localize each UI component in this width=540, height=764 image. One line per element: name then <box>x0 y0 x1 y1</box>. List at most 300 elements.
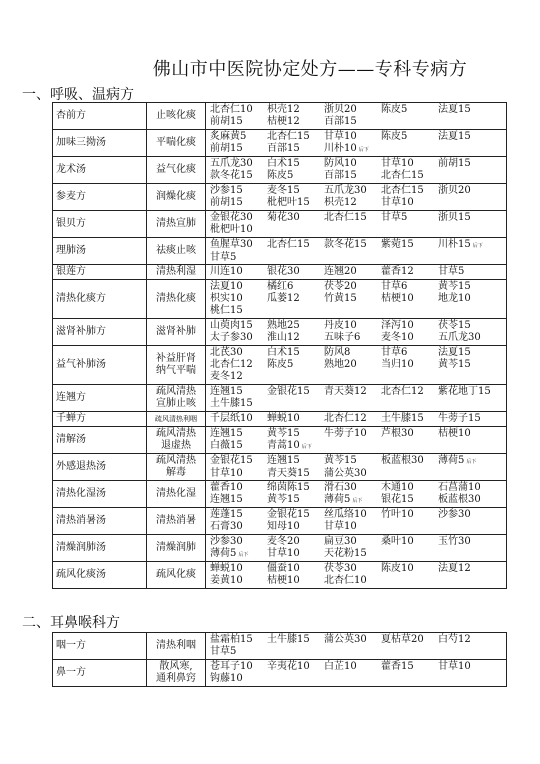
ingredient: 桔梗10 <box>267 575 300 586</box>
ingredient-line <box>206 386 506 398</box>
prescription-name: 千蝉方 <box>53 412 147 427</box>
ingredient: 法夏12 <box>438 563 471 574</box>
ingredient: 金银花15 <box>267 386 310 397</box>
prescription-effect: 清热化痰 <box>147 280 206 319</box>
ingredient: 甘草6 <box>381 347 408 358</box>
ingredient-list <box>206 157 507 184</box>
ingredient: 黄芩15 <box>267 427 300 439</box>
prescription-effect: 疏风清热 解毒 <box>147 454 206 481</box>
table-row <box>53 385 507 412</box>
ingredient: 麦冬15 <box>267 185 300 196</box>
ingredient <box>381 468 438 480</box>
ingredient: 太子参30 <box>210 332 253 343</box>
ingredient: 北杏仁15 <box>267 130 310 142</box>
ingredient <box>381 143 438 156</box>
ingredient: 薄荷5 后下 <box>438 455 495 468</box>
ingredient: 枳壳12 <box>267 104 300 115</box>
ingredient: 陈皮5 <box>381 104 408 115</box>
ingredient: 莲蓬15 <box>210 509 243 520</box>
ingredient: 法夏10 <box>210 281 243 292</box>
ingredient: 甘草10 <box>324 130 357 142</box>
ingredient-line <box>206 563 506 575</box>
ingredient: 菊花30 <box>267 212 300 223</box>
section-heading-respiratory: 一、呼吸、温病方 <box>22 87 134 103</box>
prescription-name: 银贝方 <box>53 211 147 238</box>
ingredient <box>324 398 381 410</box>
ingredient: 白薇15 <box>210 439 243 451</box>
ingredient-list <box>206 454 507 481</box>
ingredient: 青天葵15 <box>267 467 310 479</box>
ingredient: 法夏15 <box>438 347 471 358</box>
ingredient: 五爪龙30 <box>210 158 253 169</box>
ingredient: 石膏30 <box>210 521 243 532</box>
ingredient: 前胡15 <box>210 116 243 127</box>
prescription-effect: 清热消暑 <box>147 508 206 535</box>
prescription-name: 鼻一方 <box>53 660 147 687</box>
ingredient: 茯苓15 <box>438 320 471 331</box>
table-row <box>53 562 507 589</box>
ingredient: 北杏仁12 <box>324 413 367 424</box>
ingredient: 当归10 <box>381 359 414 370</box>
ingredient: 蒲公英30 <box>324 634 367 645</box>
ingredient: 蝉蜕10 <box>210 563 243 574</box>
ingredient-list <box>206 562 507 589</box>
ingredient-line <box>206 116 506 128</box>
ingredient-line <box>206 371 506 383</box>
prescription-name: 参麦方 <box>53 184 147 211</box>
ingredient: 桔梗12 <box>267 116 300 127</box>
ingredient: 桔梗10 <box>438 427 471 439</box>
ingredient-line <box>206 305 506 317</box>
ingredient: 浙贝20 <box>324 104 357 115</box>
ingredient <box>438 252 495 264</box>
ingredient <box>324 646 381 658</box>
ingredient-line <box>206 347 506 359</box>
ingredient: 银花30 <box>267 266 300 277</box>
ingredient-line <box>206 494 506 507</box>
ingredient: 五味子6 <box>324 332 361 343</box>
ingredient-line <box>206 575 506 587</box>
ingredient: 桑叶10 <box>381 535 414 547</box>
ingredient-list <box>206 265 507 280</box>
table-row <box>53 103 507 130</box>
ingredient: 滑石30 <box>324 481 357 493</box>
ingredient-line <box>206 197 506 209</box>
ingredient: 天花粉15 <box>324 547 367 559</box>
ingredient-list <box>206 535 507 562</box>
ingredient: 陈皮5 <box>267 170 294 181</box>
ingredient-line <box>206 158 506 170</box>
ingredient: 金银花30 <box>210 212 253 223</box>
ingredient <box>267 398 324 410</box>
prescription-effect: 清热宣肺 <box>147 211 206 238</box>
ingredient: 甘草5 <box>381 212 408 223</box>
ingredient: 陈皮10 <box>381 563 414 574</box>
ingredient <box>381 305 438 317</box>
ingredient: 黄芩15 <box>324 454 357 466</box>
ingredient: 甘草10 <box>381 197 414 208</box>
ingredient-line <box>206 332 506 344</box>
page-title: 佛山市中医院协定处方——专科专病方 <box>152 59 468 80</box>
ingredient <box>267 305 324 317</box>
ingredient-line <box>206 634 506 646</box>
ingredient <box>438 398 495 410</box>
ingredient: 连翘15 <box>210 386 243 397</box>
ingredient-line <box>206 293 506 305</box>
ingredient: 桔梗10 <box>381 293 414 304</box>
ingredient-line <box>206 170 506 182</box>
ingredient: 枇杷叶10 <box>210 224 253 235</box>
prescription-name: 杏前方 <box>53 103 147 130</box>
ingredient: 川朴15 后下 <box>438 239 495 252</box>
ingredient-line <box>206 252 506 264</box>
ingredient-list <box>206 481 507 508</box>
prescription-name: 加味三拗汤 <box>53 130 147 157</box>
prescription-name: 银莲方 <box>53 265 147 280</box>
prescription-name: 理肺汤 <box>53 238 147 265</box>
ingredient: 川朴10 后下 <box>324 143 381 156</box>
ingredient <box>438 116 495 128</box>
ingredient: 北杏仁10 <box>324 575 367 586</box>
prescription-name: 清热消暑汤 <box>53 508 147 535</box>
ingredient: 板蓝根30 <box>381 454 424 466</box>
ingredient <box>438 521 495 533</box>
prescription-name: 清解汤 <box>53 427 147 454</box>
ingredient <box>438 548 495 561</box>
ingredient: 川连10 <box>210 266 243 277</box>
table-row <box>53 265 507 280</box>
ingredient-list <box>206 633 507 660</box>
ingredient-line <box>206 104 506 116</box>
ingredient <box>381 521 438 533</box>
ingredient: 银花15 <box>381 493 414 505</box>
ingredient: 蝉蜕10 <box>267 413 300 424</box>
ingredient: 连翘15 <box>210 427 243 439</box>
prescription-effect: 散风寒, 通利鼻窍 <box>147 660 206 687</box>
ingredient: 丹皮10 <box>324 320 357 331</box>
ingredient <box>267 252 324 264</box>
prescription-table-ent <box>52 632 507 687</box>
prescription-effect: 清燥润肺 <box>147 535 206 562</box>
table-row <box>53 535 507 562</box>
ingredient: 甘草5 <box>210 251 237 263</box>
ingredient <box>381 252 438 264</box>
ingredient-list <box>206 130 507 157</box>
ingredient-list <box>206 211 507 238</box>
ingredient: 瓜蒌12 <box>267 293 300 304</box>
ingredient: 北杏仁12 <box>210 359 253 370</box>
ingredient: 黄芩15 <box>267 493 300 505</box>
ingredient <box>267 673 324 685</box>
ingredient <box>324 305 381 317</box>
ingredient: 沙参15 <box>210 185 243 196</box>
ingredient: 甘草10 <box>267 547 300 559</box>
ingredient: 法夏15 <box>438 130 471 142</box>
ingredient: 浙贝15 <box>438 212 471 223</box>
ingredient: 甘草5 <box>438 266 465 277</box>
ingredient: 熟地25 <box>267 320 300 331</box>
prescription-name: 咽一方 <box>53 633 147 660</box>
ingredient: 麦冬12 <box>210 371 243 382</box>
ingredient: 僵蚕10 <box>267 563 300 574</box>
ingredient-line <box>206 548 506 561</box>
prescription-effect: 止咳化痰 <box>147 103 206 130</box>
prescription-effect: 平喘化痰 <box>147 130 206 157</box>
ingredient-line <box>206 482 506 494</box>
ingredient: 陈皮5 <box>267 359 294 370</box>
table-row <box>53 130 507 157</box>
prescription-effect: 清热化湿 <box>147 481 206 508</box>
ingredient: 北杏仁15 <box>267 238 310 250</box>
ingredient <box>381 440 438 453</box>
ingredient: 芦根30 <box>381 427 414 439</box>
ingredient-list <box>206 412 507 427</box>
ingredient <box>324 673 381 685</box>
ingredient: 泽泻10 <box>381 320 414 331</box>
ingredient <box>438 143 495 156</box>
prescription-name: 外感退热汤 <box>53 454 147 481</box>
ingredient-line <box>206 413 506 425</box>
prescription-table-respiratory <box>52 102 507 589</box>
table-row <box>53 454 507 481</box>
ingredient: 桃仁15 <box>210 305 243 316</box>
ingredient: 法夏15 <box>438 104 471 115</box>
ingredient <box>381 646 438 658</box>
ingredient-line <box>206 468 506 480</box>
ingredient: 藿香12 <box>381 266 414 277</box>
ingredient: 五爪龙30 <box>438 332 481 343</box>
ingredient: 麦冬10 <box>381 332 414 343</box>
table-row <box>53 481 507 508</box>
ingredient-list <box>206 346 507 385</box>
ingredient: 枳实10 <box>210 293 243 304</box>
ingredient: 北芪30 <box>210 347 243 358</box>
ingredient-line <box>206 359 506 371</box>
ingredient <box>438 646 495 658</box>
ingredient: 百部15 <box>324 170 357 181</box>
ingredient <box>438 197 495 209</box>
ingredient: 夏枯草20 <box>381 634 424 645</box>
ingredient: 北杏仁10 <box>210 104 253 115</box>
ingredient-line <box>206 509 506 521</box>
ingredient: 橘红6 <box>267 281 294 292</box>
ingredient: 百部15 <box>267 142 300 154</box>
ingredient: 竹黄15 <box>324 293 357 304</box>
ingredient-line <box>206 239 506 252</box>
ingredient: 藿香15 <box>381 661 414 672</box>
ingredient <box>324 440 381 453</box>
ingredient: 沙参30 <box>210 535 243 547</box>
ingredient <box>438 575 495 587</box>
ingredient: 薄荷5 后下 <box>210 548 267 561</box>
ingredient: 黄芩15 <box>438 359 471 370</box>
section-heading-ent: 二、耳鼻喉科方 <box>22 615 120 631</box>
ingredient-line <box>206 536 506 548</box>
ingredient <box>438 673 495 685</box>
table-row <box>53 427 507 454</box>
table-row <box>53 508 507 535</box>
prescription-effect: 益气化痰 <box>147 157 206 184</box>
ingredient: 枇杷叶15 <box>267 197 310 208</box>
ingredient: 北杏仁12 <box>381 386 424 397</box>
ingredient: 白芷10 <box>324 661 357 672</box>
ingredient <box>267 646 324 658</box>
prescription-effect: 疏风化痰 <box>147 562 206 589</box>
ingredient: 连翘20 <box>324 266 357 277</box>
ingredient: 玉竹30 <box>438 535 471 547</box>
ingredient: 土牛膝15 <box>210 398 253 409</box>
prescription-name: 清热化痰方 <box>53 280 147 319</box>
ingredient <box>267 224 324 236</box>
ingredient-line <box>206 143 506 156</box>
ingredient: 款冬花15 <box>324 238 367 250</box>
ingredient-line <box>206 266 506 278</box>
ingredient: 北杏仁15 <box>381 185 424 196</box>
ingredient-list <box>206 660 507 687</box>
ingredient: 防风10 <box>324 158 357 169</box>
ingredient <box>324 224 381 236</box>
ingredient: 辛夷花10 <box>267 661 310 672</box>
ingredient: 枳壳12 <box>324 197 357 208</box>
ingredient: 苍耳子10 <box>210 661 253 672</box>
ingredient: 陈皮5 <box>381 130 408 142</box>
table-row <box>53 633 507 660</box>
ingredient: 北杏仁15 <box>324 212 367 223</box>
ingredient: 蒲公英30 <box>324 467 367 479</box>
ingredient-line <box>206 521 506 533</box>
ingredient: 紫菀15 <box>381 238 414 250</box>
ingredient-line <box>206 281 506 293</box>
prescription-effect: 疏风清热 宣肺止咳 <box>147 385 206 412</box>
prescription-effect: 疏风清热 退虚热 <box>147 427 206 454</box>
ingredient-list <box>206 280 507 319</box>
ingredient: 紫花地丁15 <box>438 386 491 397</box>
ingredient: 淮山12 <box>267 332 300 343</box>
prescription-name: 连翘方 <box>53 385 147 412</box>
ingredient <box>381 548 438 561</box>
prescription-effect: 疏风清热利咽 <box>147 412 206 427</box>
ingredient: 白术15 <box>267 347 300 358</box>
ingredient-line <box>206 646 506 658</box>
ingredient: 茯苓20 <box>324 281 357 292</box>
ingredient-line <box>206 224 506 236</box>
ingredient: 木通10 <box>381 481 414 493</box>
ingredient: 前胡15 <box>210 142 243 154</box>
ingredient-line <box>206 212 506 224</box>
table-row <box>53 184 507 211</box>
ingredient: 扁豆30 <box>324 535 357 547</box>
ingredient: 甘草5 <box>210 646 237 657</box>
prescription-name: 益气补肺汤 <box>53 346 147 385</box>
ingredient: 牛蒡子15 <box>438 413 481 424</box>
ingredient: 竹叶10 <box>381 509 414 520</box>
ingredient-line <box>206 455 506 468</box>
table-row <box>53 319 507 346</box>
ingredient: 款冬花15 <box>210 170 253 181</box>
ingredient: 青天葵12 <box>324 386 367 397</box>
ingredient <box>438 224 495 236</box>
ingredient-list <box>206 238 507 265</box>
ingredient: 板蓝根30 <box>438 493 481 505</box>
ingredient: 白术15 <box>267 158 300 169</box>
ingredient: 炙麻黄5 <box>210 130 247 142</box>
ingredient: 连翘15 <box>210 493 243 505</box>
ingredient: 牛蒡子10 <box>324 427 367 439</box>
ingredient: 甘草10 <box>438 661 471 672</box>
prescription-effect: 清热利湿 <box>147 265 206 280</box>
prescription-name: 龙术汤 <box>53 157 147 184</box>
ingredient: 白芍12 <box>438 634 471 645</box>
ingredient: 甘草6 <box>381 281 408 292</box>
ingredient: 连翘15 <box>267 454 300 466</box>
ingredient: 鱼腥草30 <box>210 238 253 250</box>
ingredient-line <box>206 428 506 440</box>
ingredient <box>438 371 495 383</box>
ingredient-line <box>206 131 506 143</box>
ingredient: 钩藤10 <box>210 673 243 684</box>
ingredient-list <box>206 427 507 454</box>
ingredient <box>324 371 381 383</box>
ingredient-line <box>206 398 506 410</box>
ingredient <box>438 305 495 317</box>
prescription-name: 清燥润肺汤 <box>53 535 147 562</box>
ingredient-list <box>206 184 507 211</box>
ingredient: 百部15 <box>324 116 357 127</box>
ingredient: 土牛膝15 <box>381 413 424 424</box>
table-row <box>53 157 507 184</box>
prescription-effect: 润燥化痰 <box>147 184 206 211</box>
ingredient: 山萸肉15 <box>210 320 253 331</box>
ingredient <box>381 224 438 236</box>
table-row <box>53 660 507 687</box>
ingredient: 青蒿10 后下 <box>267 440 324 453</box>
prescription-effect: 补益肝肾 纳气平喘 <box>147 346 206 385</box>
ingredient: 金银花15 <box>210 454 253 466</box>
ingredient <box>438 440 495 453</box>
ingredient: 茯苓30 <box>324 563 357 574</box>
ingredient: 金银花15 <box>267 509 310 520</box>
ingredient: 北杏仁15 <box>381 170 424 181</box>
ingredient: 熟地20 <box>324 359 357 370</box>
ingredient: 前胡15 <box>210 197 243 208</box>
ingredient: 薄荷5 后下 <box>324 494 381 507</box>
ingredient: 姜黄10 <box>210 575 243 586</box>
ingredient: 防风8 <box>324 347 351 358</box>
ingredient: 知母10 <box>267 521 300 532</box>
ingredient <box>438 170 495 182</box>
ingredient: 前胡15 <box>438 158 471 169</box>
ingredient-line <box>206 320 506 332</box>
ingredient: 盐霜柏15 <box>210 634 253 645</box>
ingredient: 土牛膝15 <box>267 634 310 645</box>
ingredient-line <box>206 185 506 197</box>
ingredient: 地龙10 <box>438 293 471 304</box>
table-row <box>53 211 507 238</box>
ingredient <box>381 575 438 587</box>
ingredient <box>267 371 324 383</box>
ingredient <box>381 371 438 383</box>
ingredient <box>381 673 438 685</box>
ingredient-list <box>206 508 507 535</box>
ingredient-line <box>206 673 506 685</box>
ingredient: 沙参30 <box>438 509 471 520</box>
ingredient: 甘草10 <box>381 158 414 169</box>
ingredient: 浙贝20 <box>438 185 471 196</box>
ingredient-list <box>206 319 507 346</box>
ingredient: 绵茵陈15 <box>267 481 310 493</box>
prescription-name: 清热化湿汤 <box>53 481 147 508</box>
table-row <box>53 280 507 319</box>
